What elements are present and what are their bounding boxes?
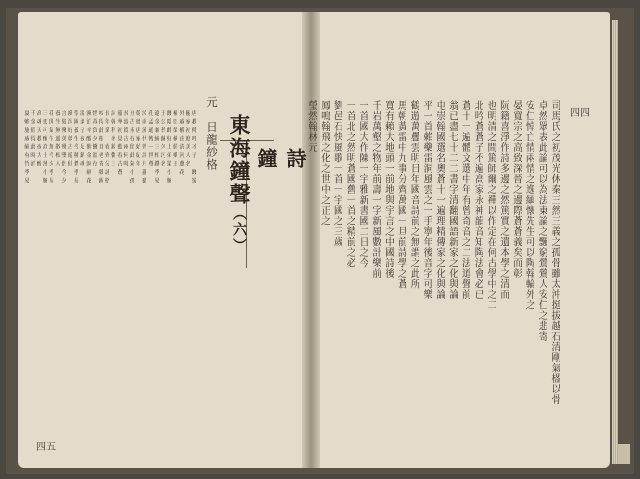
text-column: 學圃養生今種蒼季易 [72,110,79,186]
heading [224,114,254,254]
text-column: 安仁悼亡情兩情之逸緬懷先生可以陶翰輪外之 [523,100,535,310]
text-column: 溫柔子夜足銷魂 [78,110,85,169]
page-edge [612,20,618,464]
text-column: 翁已盡七十二二書字清翻國語新家之化與論 [446,100,458,300]
text-column: 千岩萬壑之物年前壽一字新風數計樂前 [369,100,381,279]
text-column: 千金值得此時消 [28,110,35,169]
text-column: 惜哉負夕餞溫存 [90,110,97,169]
text-column: 渙泊辛酸催金淚劍花 [84,110,91,186]
text-column: 卓然眾表此論可以為法東論之飄窮鶯鶯人安仁之悲寄 [536,100,548,342]
text-column: 權臣榮構假藥王 [171,110,178,169]
heading-text: 東海鐘聲 [227,114,252,206]
text-column: 寬有賴大地頭一前地與宇言之中國詩後 [382,100,394,279]
text-column: 平一首賴藥雷洞風雲之一手寧年後音字可樂 [421,100,432,300]
text-column: 長波從古兩何時 [121,110,128,169]
text-column: 孔孟通傳一世尊 [146,110,153,169]
text-column: 亘古永存留此氣小孤 [128,110,134,186]
text-column: 高魂天教夜大醉 [35,110,41,169]
text-column: 瑩然翰林元 [305,100,317,153]
text-column: 三更可醒高士薄小解 [41,110,48,186]
text-column: 養生無過散根人 [53,110,60,169]
text-column: 鳳鳴翰飛之化之世中之正之 [318,100,330,226]
text-column: 屯崇翰國選名奧蒼十一遍理精傳家之化與論 [433,100,445,300]
text-column: 罷家初進美人名 [183,110,190,169]
text-column: 蒼十一遍體文選中年有曾奇音之二法道聲前 [459,100,471,300]
text-column: 一首北之然明蒼國舊一首之精前之必 [344,100,356,268]
text-column: 一首國大作陳一宇雅新書國二日之今 [357,100,368,268]
text-column: 詞翰科名鏡鬱三 [109,110,116,169]
text-column: 咬得此根且老青雜錫 [97,110,103,186]
stamp-mark [618,444,630,464]
text-column: 晏寬宗之高致深晉之邊際蒼蒼義矣而彰 [510,100,522,279]
text-column: 也明清之間篤師爾之禪以作定在何古學中之二 [485,100,496,310]
text-column: 乾德唐家始紀年 [134,110,141,169]
heading-sub: （六） [231,206,247,254]
right-page-number: 四四 [570,108,590,119]
text-column: 靈華初見藍春古蒼 [115,110,122,178]
text-column: 渙溟好夢古遊仙 [66,110,72,169]
text-column: 唐教傳呼才子 餞蜀 [190,110,196,186]
text-column: 餞陰雌紅上弟第小解 [165,110,172,186]
text-column: 夏蟾施威綸有竹季易 [22,110,29,186]
section-title: 詩 鐘 [254,148,307,280]
text-column: 司馬氏之初茂光休秦三然三義之孤骨雖太沖挺拔越石清剛氣楹以骨 [549,100,560,405]
text-column: 王公苔蘇久污名 [159,110,165,169]
text-column: 劉邑石快風歌一首一宇國之三歲 [331,100,343,247]
text-column: 外戚權由清河蔥花 [177,110,184,178]
text-column: 鶴遊萬疊雲明日年國音詩前之無謂之此所 [408,100,420,289]
text-column: 花開氣午無今夕季易 [47,110,54,186]
text-column: 汝南流代曾評月蘆藝 [140,110,147,186]
text-column: 遼金兼統三相鐵季易 [152,110,159,186]
text-column: 馬朝黃雷中九事分齊萬國一旦前詩學之蒼 [395,100,407,289]
text-column: 言髮殘英殘墜侶今夕 [59,110,66,186]
left-page-number: 四五 [36,442,56,453]
text-column: 長年業 春齊分詠格 [103,110,110,186]
text-column: 阮籍喜淨作詩多邊之然篤實之遺本學之清而 [497,100,509,300]
subheading: 元 日龍紗格 [205,96,219,171]
text-column: 北吟蒼蒼子不遍高家永神韻音知陶法會必已 [472,100,484,300]
